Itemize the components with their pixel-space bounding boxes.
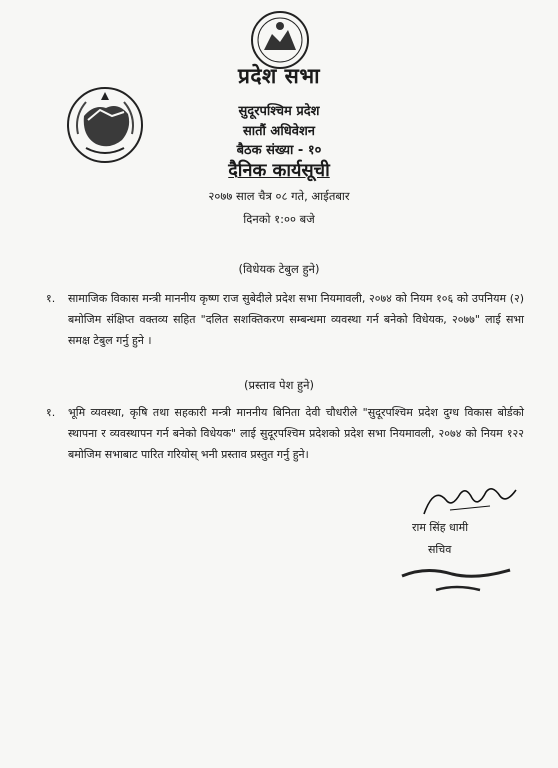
item-text: भूमि व्यवस्था, कृषि तथा सहकारी मन्त्री माननीय बिनिता देवी चौधरीले "सुदूरपश्चिम प्रदेश दुग्ध विकास बोर्डको स्थापना र व्यवस्थापन गर्न बनेको विधेयक" लाई सुदूरपश्चिम प्रदेशको प्रदेश सभा नियमावली, २०७४ को नियम १२२ बमोजिम सभाबाट पारित गरियोस् भनी प्रस्ताव प्रस्तुत गर्नु हुने। — [68, 406, 524, 461]
meeting-date: २०७७ साल चैत्र ०८ गते, आईतबार — [208, 189, 350, 203]
list-item — [46, 288, 524, 351]
signatory-name: राम सिंह धामी — [412, 521, 469, 534]
meeting-number: बैठक संख्या - १० — [236, 143, 322, 158]
meeting-time: दिनको १:०० बजे — [243, 212, 315, 226]
page-title: प्रदेश सभा — [237, 64, 321, 88]
item-text: सामाजिक विकास मन्त्री माननीय कृष्ण राज सुबेदीले प्रदेश सभा नियमावली, २०७४ को नियम १०६ को उपनियम (२) बमोजिम संक्षिप्त वक्तव्य सहित "दलित सशक्तिकरण सम्बन्धमा व्यवस्था गर्न बनेको विधेयक, २०७७" लाई सभा समक्ष टेबुल गर्नु हुने । — [68, 292, 524, 347]
section-heading-bill: (विधेयक टेबुल हुने) — [238, 262, 320, 276]
section-heading-proposal: (प्रस्ताव पेश हुने) — [243, 378, 315, 392]
provincial-assembly-seal-icon — [250, 10, 310, 70]
official-stamp — [396, 562, 516, 596]
list-item — [46, 402, 524, 465]
province-name: सुदूरपश्चिम प्रदेश — [238, 104, 320, 119]
signatory-title: सचिव — [428, 543, 452, 556]
session-label: सातौं अधिवेशन — [242, 124, 316, 139]
signature-scribble — [420, 480, 520, 520]
item-number: १. — [46, 292, 56, 305]
item-number: १. — [46, 406, 56, 419]
document-title: दैनिक कार्यसूची — [228, 160, 330, 181]
